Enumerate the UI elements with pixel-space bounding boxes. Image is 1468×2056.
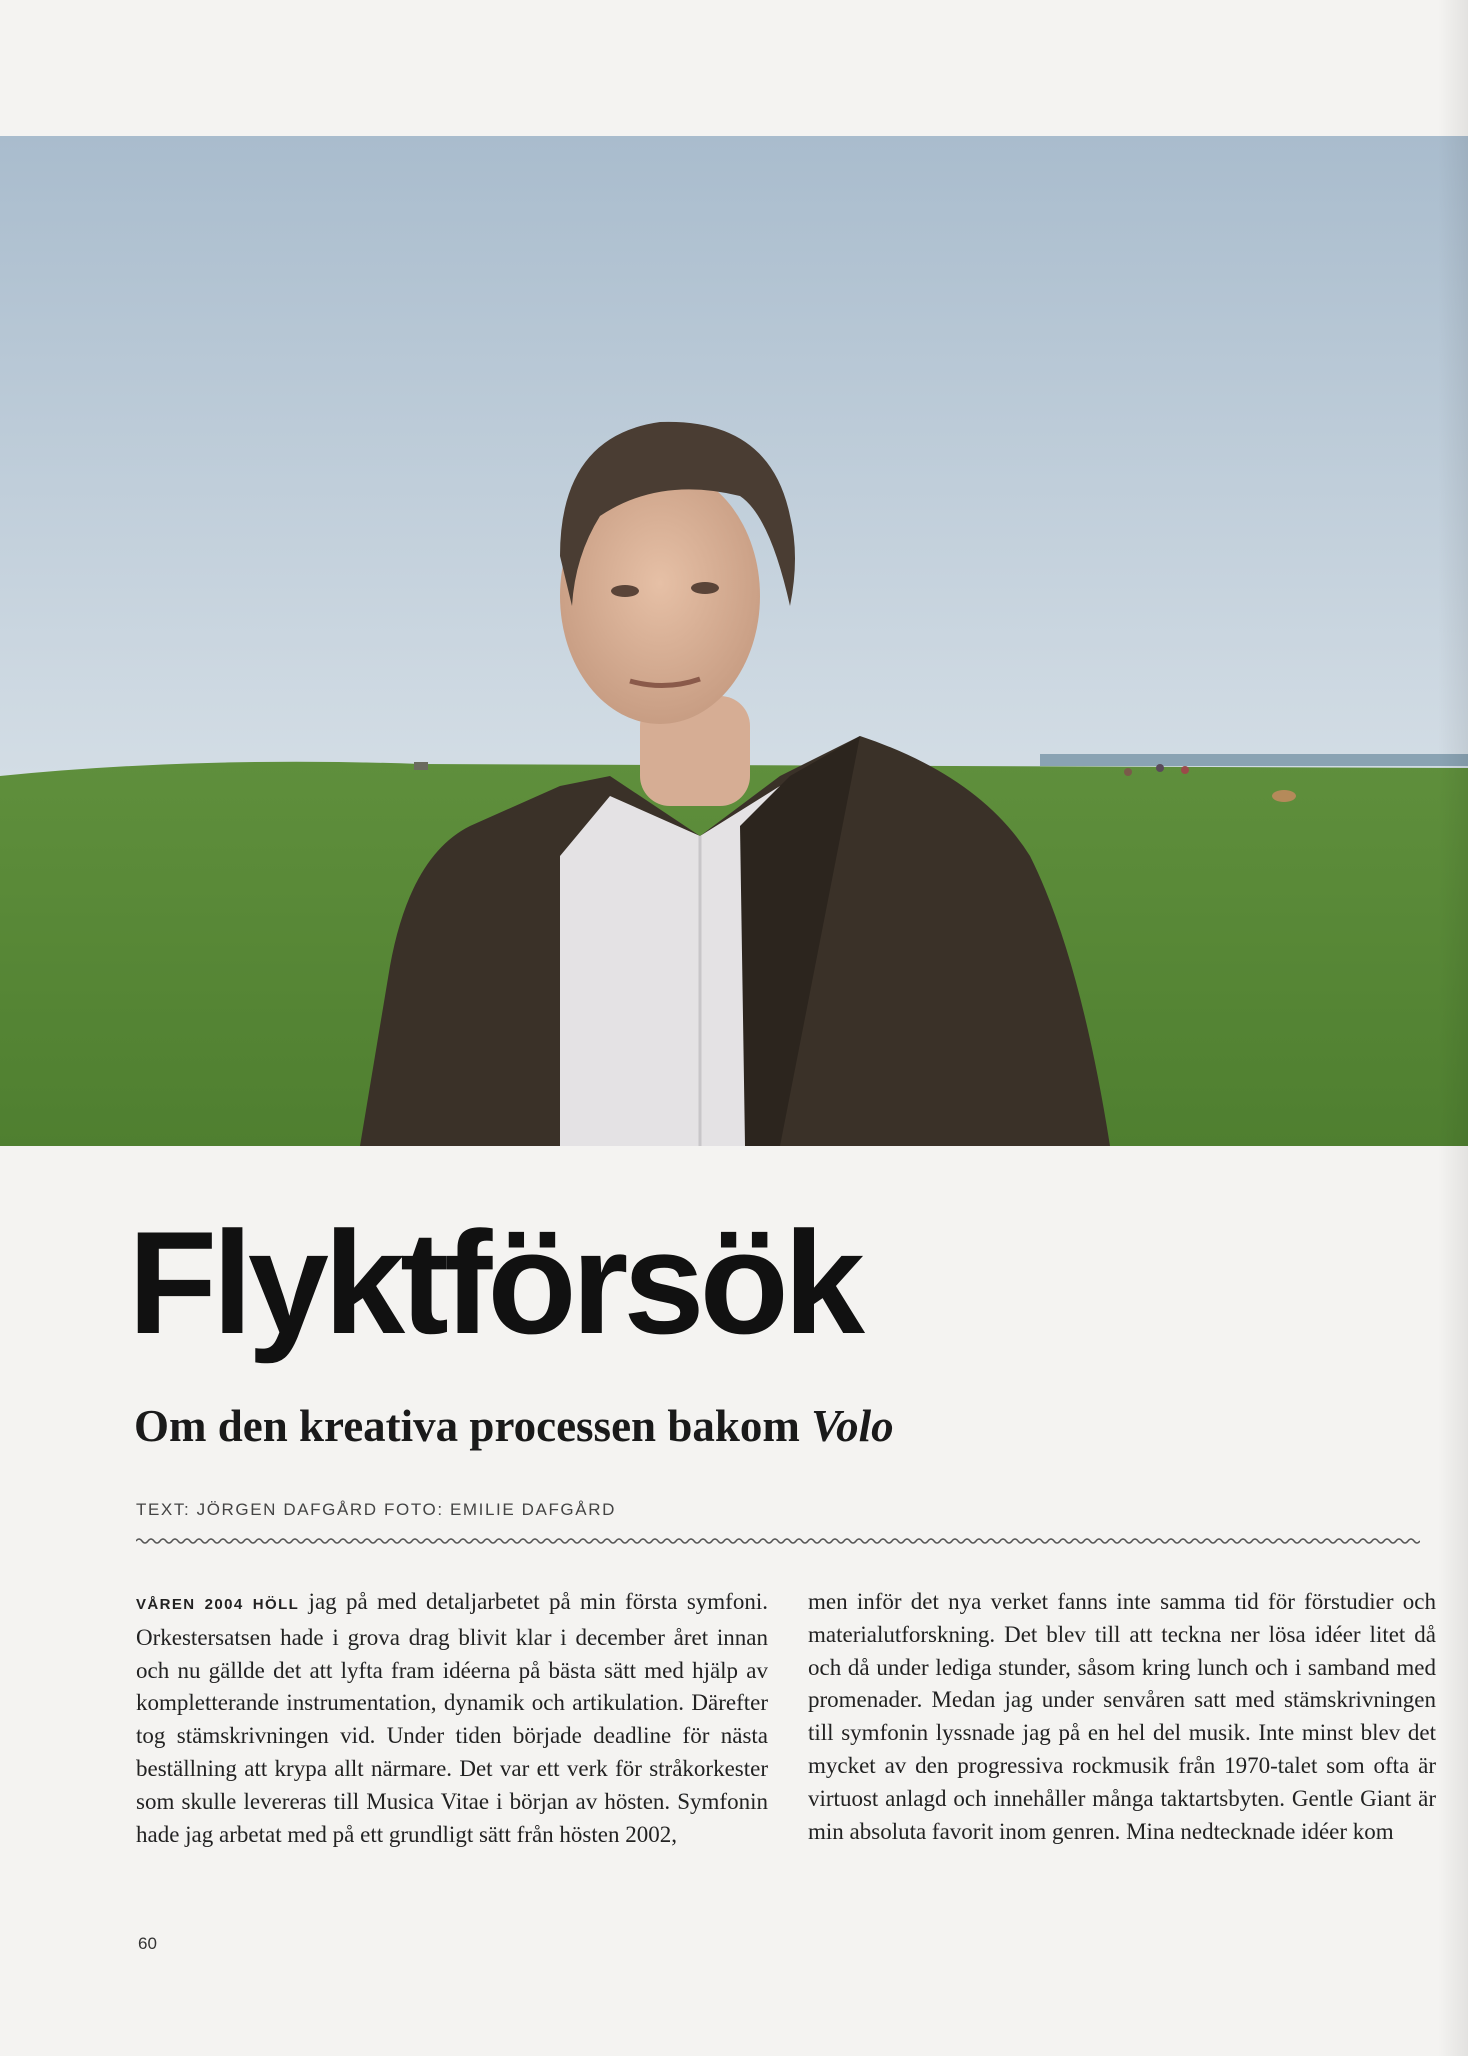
lead-in-caps: VÅREN 2004 HÖLL — [136, 1596, 300, 1613]
article-body-column-left — [136, 1586, 768, 1851]
page-number: 60 — [138, 1934, 157, 1953]
subtitle-text: Om den kreativa processen bakom — [134, 1401, 812, 1451]
wavy-divider — [136, 1536, 1420, 1546]
body-text-left: jag på med detaljarbetet på min första symfoni. Orkestersatsen hade i grova drag blivit klar i december året innan och nu gällde det att lyfta fram idéerna på bästa sätt med hjälp av kompletterande instrumentation, dynamik och artikulation. Därefter tog stämskrivningen vid. Under tiden började deadline för nästa beställning att krypa allt närmare. Det var ett verk för stråkorkester som skulle levereras till Musica Vitae i början av hösten. Symfonin hade jag arbetat med på ett grundligt sätt från hösten 2002, — [136, 1589, 768, 1847]
article-subtitle — [134, 1402, 894, 1452]
subtitle-work-title: Volo — [811, 1401, 894, 1451]
body-text-right: men inför det nya verket fanns inte samma tid för förstudier och materialutforskning. Det blev till att teckna ner lösa idéer litet då och då under lediga stunder, såsom kring lunch och i samband med promenader. Medan jag under senvåren satt med stämskrivningen till symfonin lyssnade jag på en hel del musik. Inte minst blev det mycket av den progressiva rockmusik från 1970-talet som ofta är virtuost anlagd och innehåller många taktartsbyten. Gentle Giant är min absoluta favorit inom genren. Mina nedtecknade idéer kom — [808, 1589, 1436, 1844]
article-headline: Flyktförsök — [128, 1201, 860, 1364]
byline-credits: TEXT: JÖRGEN DAFGÅRD FOTO: EMILIE DAFGÅRD — [136, 1500, 616, 1519]
page-gutter-shadow — [1438, 0, 1468, 2056]
article-photo — [0, 136, 1468, 1146]
article-body-column-right — [808, 1586, 1436, 1848]
